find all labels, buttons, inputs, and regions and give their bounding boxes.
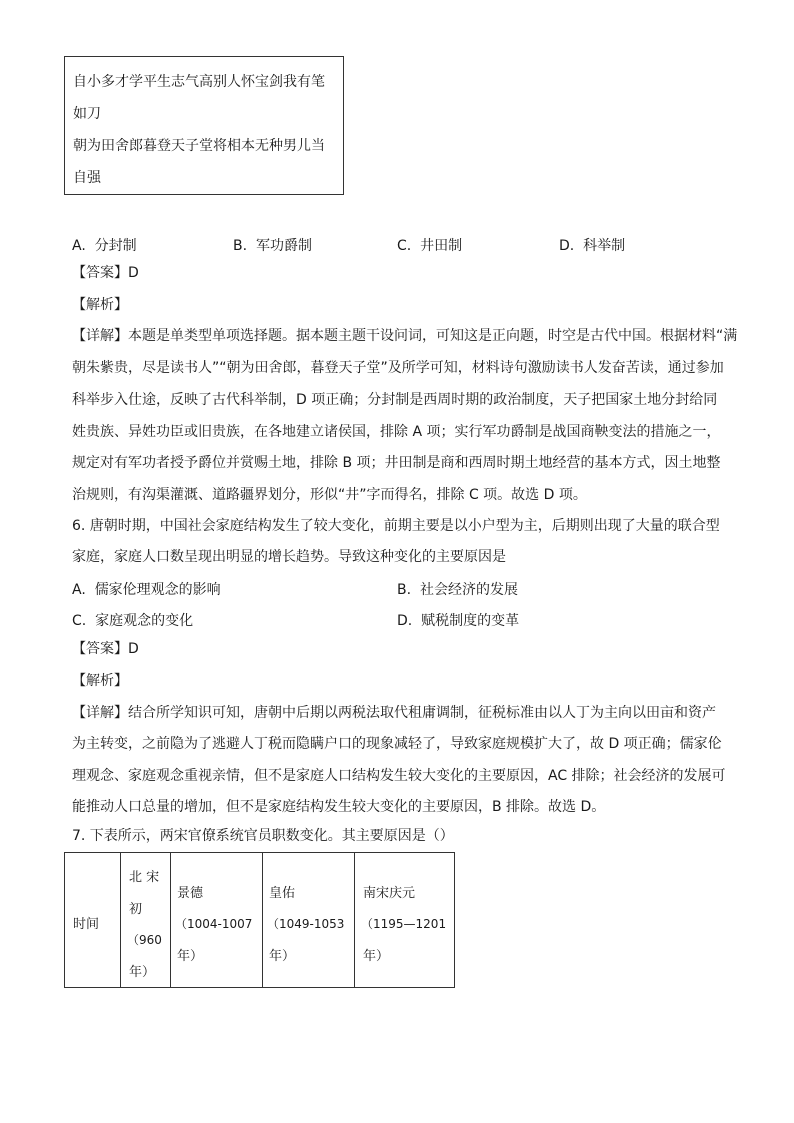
option-letter: D. [559,238,575,254]
q6-option-a [72,579,221,599]
option-text: 军功爵制 [255,238,312,254]
cell-line: 北 宋 [129,869,160,885]
table-row [65,853,455,988]
row-header: 时间 [73,916,100,932]
poem-box [64,56,344,195]
cell-line: 年） [177,948,204,964]
q6-analysis-label: 【解析】 [72,673,128,689]
q6-option-c [72,610,193,630]
cell-name: 南宋庆元 [363,885,416,901]
table-cell-bei-song [121,853,171,988]
q6-detail-line-4: 能推动人口总量的增加，但不是家庭结构发生较大变化的主要原因，B 排除。故选 D。 [72,799,606,815]
q5-analysis-label: 【解析】 [72,297,128,313]
cell-name: 皇佑 [269,885,296,901]
option-letter: C. [72,613,87,629]
option-text: 井田制 [420,238,463,254]
q5-detail-line-2: 朝朱紫贵，尽是读书人”“朝为田舍郎，暮登天子堂”及所学可知，材料诗句激励读书人发奋苦读，通过参加 [72,360,724,376]
poem-line-2: 如刀 [73,106,101,122]
q5-option-c [397,235,462,255]
cell-line: 年） [129,964,156,980]
q7-stem: 7. 下表所示，两宋官僚系统官员职数变化。其主要原因是（） [72,828,454,844]
option-text: 赋税制度的变革 [421,613,520,629]
poem-line-4: 自强 [73,170,101,186]
cell-line: 年） [269,948,296,964]
q6-answer: 【答案】D [72,641,139,657]
q5-option-a [72,235,137,255]
officials-table [64,852,455,988]
cell-line: 初 [129,901,143,917]
option-letter: B. [397,582,412,598]
cell-line: 年） [363,948,390,964]
table-cell-nansong-qingyuan [355,853,455,988]
poem-line-1: 自小多才学平生志气高别人怀宝剑我有笔 [73,74,325,90]
option-letter: A. [72,238,86,254]
q5-detail-line-3: 科举步入仕途，反映了古代科举制，D 项正确；分封制是西周时期的政治制度，天子把国家土地分封给同 [72,392,718,408]
cell-line: （1049-1053 [267,916,345,931]
q5-option-d [559,235,625,255]
q6-detail-line-2: 为主转变，之前隐为了逃避人丁税而隐瞒户口的现象减轻了，导致家庭规模扩大了，故 D 项正确；儒家伦 [72,736,722,752]
q6-detail-line-1: 【详解】结合所学知识可知，唐朝中后期以两税法取代租庸调制，征税标准由以人丁为主向以田亩和资产 [72,705,716,721]
table-cell-jingde [171,853,263,988]
cell-line: （1004-1007 [175,916,253,931]
q5-option-b [233,235,312,255]
q5-detail-line-5: 规定对有军功者授予爵位并赏赐土地，排除 B 项；井田制是商和西周时期土地经营的基本方式，因土地整 [72,455,721,471]
option-text: 分封制 [94,238,137,254]
option-text: 儒家伦理观念的影响 [94,582,221,598]
q6-stem-line-2: 家庭，家庭人口数呈现出明显的增长趋势。导致这种变化的主要原因是 [72,549,506,565]
cell-line: （960 [127,932,162,947]
q5-detail-line-6: 治规则，有沟渠灌溉、道路疆界划分，形似“井”字而得名，排除 C 项。故选 D 项。 [72,487,587,503]
cell-line: （1195—1201 [361,916,447,931]
q6-option-b [397,579,518,599]
q5-detail-line-4: 姓贵族、异姓功臣或旧贵族，在各地建立诸侯国，排除 A 项；实行军功爵制是战国商鞅变法的措施之一， [72,424,721,440]
table-cell-huangyou [263,853,355,988]
q5-answer: 【答案】D [72,265,139,281]
q6-option-d [397,610,519,630]
q6-detail-line-3: 理观念、家庭观念重视亲情，但不是家庭人口结构发生较大变化的主要原因，AC 排除；社会经济的发展可 [72,768,726,784]
option-text: 科举制 [583,238,626,254]
option-text: 社会经济的发展 [419,582,518,598]
table-cell-time-header [65,853,121,988]
option-letter: A. [72,582,86,598]
option-letter: D. [397,613,413,629]
cell-name: 景德 [177,885,204,901]
option-letter: B. [233,238,248,254]
q6-stem-line-1: 6. 唐朝时期，中国社会家庭结构发生了较大变化，前期主要是以小户型为主，后期则出现了大量的联合型 [72,518,720,534]
q5-detail-line-1: 【详解】本题是单类型单项选择题。据本题主题干设问词，可知这是正向题，时空是古代中国。根据材料“满 [72,328,738,344]
option-text: 家庭观念的变化 [95,613,194,629]
poem-line-3: 朝为田舍郎暮登天子堂将相本无种男儿当 [73,138,325,154]
option-letter: C. [397,238,412,254]
